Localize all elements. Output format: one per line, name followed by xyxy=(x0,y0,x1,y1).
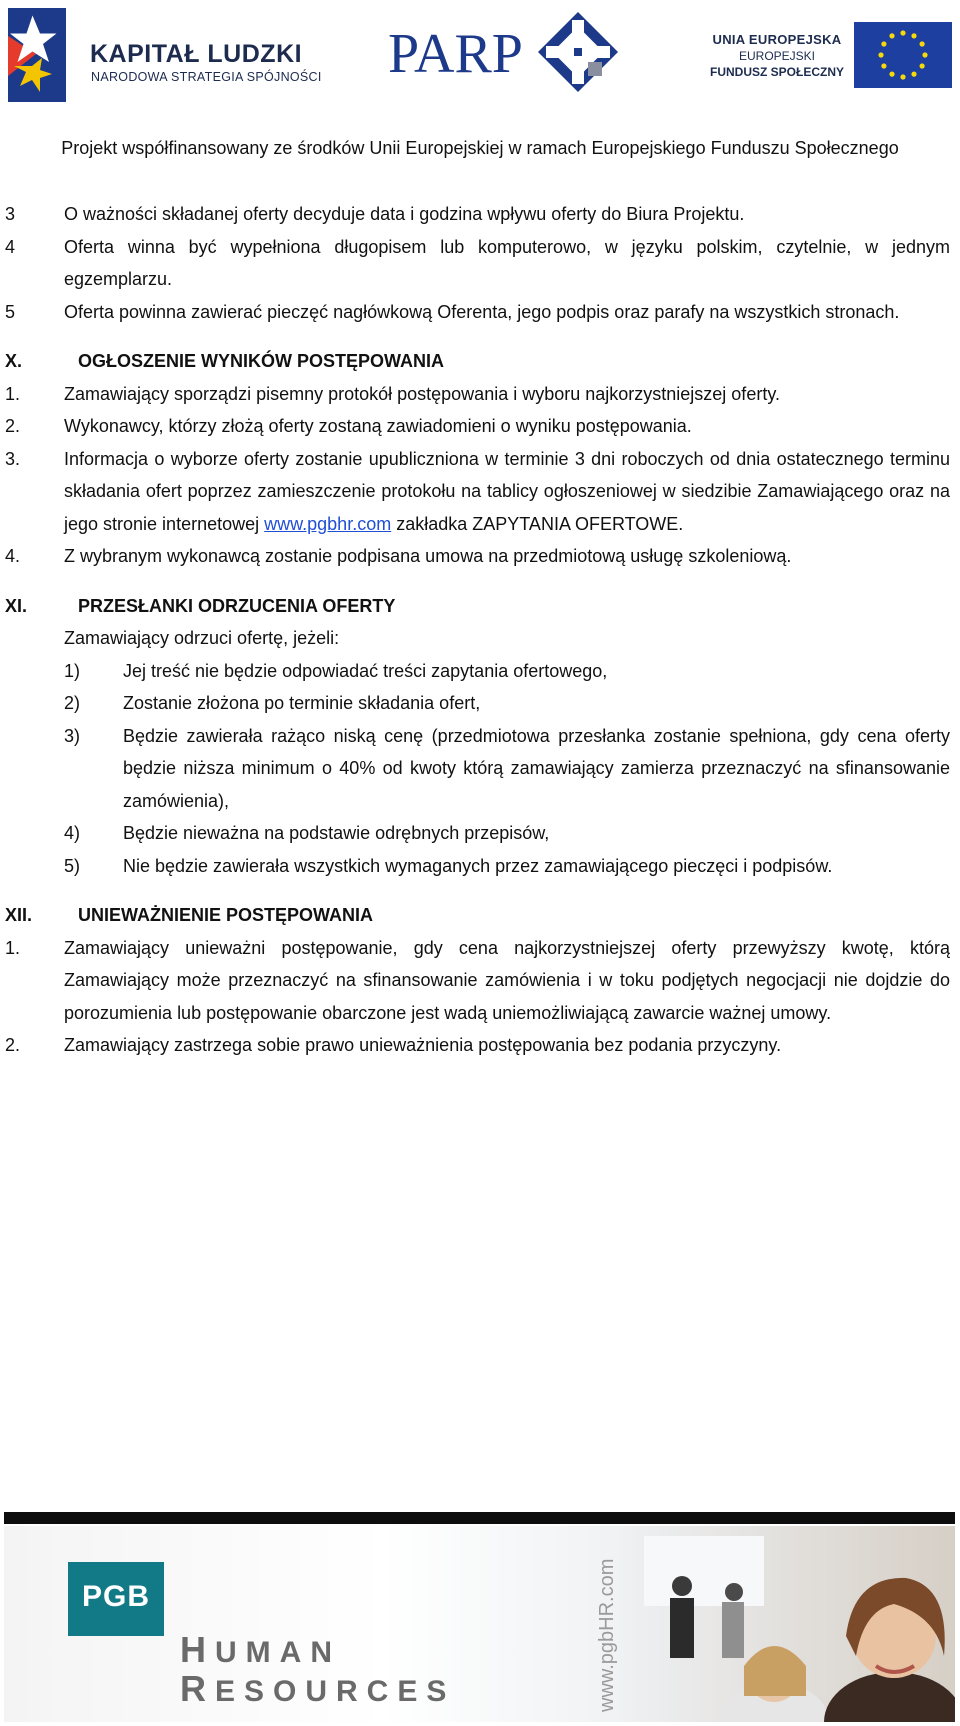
list-item xyxy=(0,720,960,818)
eu-star-icon xyxy=(900,30,905,35)
list-item xyxy=(0,540,960,573)
item-number: 2. xyxy=(5,1035,21,1055)
website-link[interactable]: www.pgbhr.com xyxy=(264,513,392,534)
item-text: Jej treść nie będzie odpowiadać treści zapytania ofertowego, xyxy=(123,660,608,681)
kl-title: KAPITAŁ LUDZKI xyxy=(90,40,303,68)
item-number: 5) xyxy=(64,855,81,876)
eu-star-icon xyxy=(922,52,927,57)
item-number: 2. xyxy=(5,416,21,436)
eu-flag-icon xyxy=(854,22,952,88)
list-item xyxy=(0,198,960,231)
item-number: 3 xyxy=(5,204,16,224)
item-text: O ważności składanej oferty decyduje data i godzina wpływu oferty do Biura Projektu. xyxy=(64,204,745,224)
parp-logo-icon xyxy=(388,8,628,96)
section-heading xyxy=(0,899,960,932)
eu-caption xyxy=(710,32,844,80)
item-number: 4 xyxy=(5,236,16,257)
vertical-website-url: www.pgbHR.com xyxy=(596,1558,618,1712)
item-text xyxy=(64,443,950,541)
eu-star-icon xyxy=(900,74,905,79)
list-item xyxy=(0,296,960,329)
item-text: Oferta winna być wypełniona długopisem lub komputerowo, w języku polskim, czytelnie, w jednym egzemplarzu. xyxy=(64,236,950,289)
parp-wordmark: PARP xyxy=(388,23,523,85)
wordmark-rest: ESOURCES xyxy=(215,1675,456,1708)
eu-star-icon xyxy=(878,52,883,57)
item-number: 1. xyxy=(5,937,21,958)
list-item xyxy=(0,410,960,443)
item-number: 4. xyxy=(5,546,21,566)
item-text: Wykonawcy, którzy złożą oferty zostaną zawiadomieni o wyniku postępowania. xyxy=(64,416,692,436)
wordmark-line-human xyxy=(180,1629,455,1671)
item-text: Oferta powinna zawierać pieczęć nagłówkową Oferenta, jego podpis oraz parafy na wszystkich stronach. xyxy=(64,301,900,322)
item-number: 1) xyxy=(64,660,81,681)
item-text: Będzie nieważna na podstawie odrębnych przepisów, xyxy=(123,823,550,843)
item-text: Zamawiający sporządzi pisemny protokół postępowania i wyboru najkorzystniejszej oferty. xyxy=(64,383,780,404)
item-number: 1. xyxy=(5,383,21,404)
eu-star-icon xyxy=(881,41,886,46)
eu-caption-line3: FUNDUSZ SPOŁECZNY xyxy=(710,65,845,79)
list-item xyxy=(0,1029,960,1062)
eu-caption-line2: EUROPEJSKI xyxy=(738,49,816,63)
document-header xyxy=(0,0,960,158)
list-item xyxy=(0,932,960,1030)
item-number: 3) xyxy=(64,725,81,746)
item-text: Zostanie złożona po terminie składania ofert, xyxy=(123,693,481,713)
item-text: Z wybranym wykonawcą zostanie podpisana umowa na przedmiotową usługę szkoleniową. xyxy=(64,546,792,566)
item-text-part: Informacja o wyborze oferty zostanie upubliczniona w terminie 3 dni roboczych od dnia ostatecznego terminu składania ofert poprzez zamieszczenie protokołu na tablicy ogłoszeniowej w siedzibie Zamawiającego oraz na jego stronie internetowej xyxy=(64,448,950,534)
section-title: OGŁOSZENIE WYNIKÓW POSTĘPOWANIA xyxy=(78,351,445,371)
eu-star-icon xyxy=(911,33,916,38)
wordmark-initial: H xyxy=(180,1629,215,1670)
list-item xyxy=(0,850,960,883)
eu-star-icon xyxy=(889,33,894,38)
item-text: Zamawiający unieważni postępowanie, gdy cena najkorzystniejszej oferty przewyższy kwotę, którą Zamawiający może przeznaczyć na sfinansowanie zamówienia i w toku podjętych negocjacji nie dojdzie do porozumienia lub postępowanie obarczone jest wadą uniemożliwiającą zawarcie ważnej umowy. xyxy=(64,937,950,1023)
list-item xyxy=(0,231,960,296)
wordmark-line-resources xyxy=(180,1668,456,1710)
section-title: PRZESŁANKI ODRZUCENIA OFERTY xyxy=(78,595,396,616)
item-text: Nie będzie zawierała wszystkich wymaganych przez zamawiającego pieczęci i podpisów. xyxy=(123,855,833,876)
section-number: XII. xyxy=(5,905,33,925)
eu-star-icon xyxy=(881,63,886,68)
list-item xyxy=(0,378,960,411)
document-body xyxy=(0,198,960,1062)
eu-star-icon xyxy=(889,72,894,77)
eu-star-icon xyxy=(911,72,916,77)
eu-star-icon xyxy=(920,41,925,46)
project-cofinancing-line: Projekt współfinansowany ze środków Unii Europejskiej w ramach Europejskiego Funduszu Społecznego xyxy=(61,138,899,158)
eu-star-icon xyxy=(920,63,925,68)
list-item xyxy=(0,443,960,541)
wordmark-initial: R xyxy=(180,1668,215,1709)
footer-banner xyxy=(4,1512,955,1722)
wordmark-rest: UMAN xyxy=(215,1636,341,1669)
item-text: Zamawiający zastrzega sobie prawo unieważnienia postępowania bez podania przyczyny. xyxy=(64,1035,782,1055)
office-people-photo-icon xyxy=(624,1526,955,1722)
section-heading xyxy=(0,345,960,378)
item-text: Będzie zawierała rażąco niską cenę (przedmiotowa przesłanka zostanie spełniona, gdy cena oferty będzie niższa minimum o 40% od kwoty którą zamawiający zamierza przeznaczyć na sfinansowanie zamówienia), xyxy=(123,725,950,811)
item-number: 5 xyxy=(5,301,16,322)
human-resources-wordmark xyxy=(180,1629,456,1710)
section-intro: Zamawiający odrzuci ofertę, jeżeli: xyxy=(64,628,340,648)
item-number: 3. xyxy=(5,448,21,469)
section-heading xyxy=(0,590,960,623)
kapital-ludzki-logo-icon xyxy=(6,6,68,104)
item-number: 4) xyxy=(64,823,81,843)
list-item xyxy=(0,687,960,720)
section-number: XI. xyxy=(5,595,28,616)
list-item xyxy=(0,655,960,688)
item-number: 2) xyxy=(64,693,81,713)
eu-caption-line1: UNIA EUROPEJSKA xyxy=(712,32,842,47)
item-text-part: zakładka ZAPYTANIA OFERTOWE. xyxy=(396,513,684,534)
kl-subtitle: NARODOWA STRATEGIA SPÓJNOŚCI xyxy=(91,70,322,84)
section-number: X. xyxy=(5,351,23,371)
section-title: UNIEWAŻNIENIE POSTĘPOWANIA xyxy=(78,905,374,925)
list-item xyxy=(0,817,960,850)
footer-divider xyxy=(4,1512,955,1524)
pgb-logo-text: PGB xyxy=(81,1580,150,1613)
